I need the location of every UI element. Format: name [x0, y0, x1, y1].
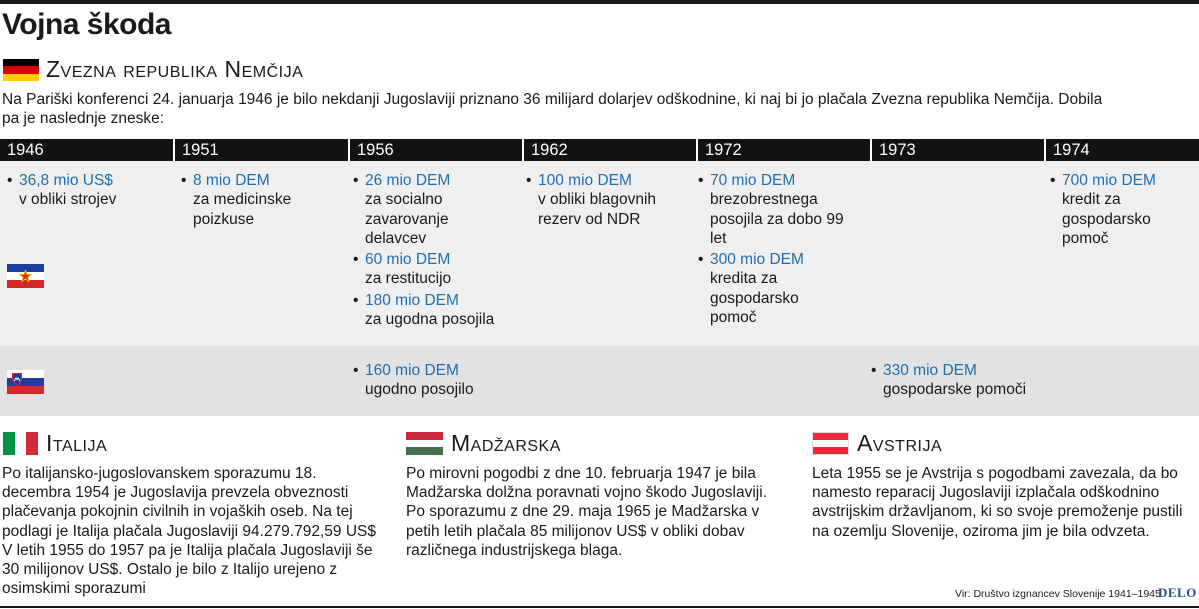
payment-entry: • 26 mio DEM za socialno zavarovanje delavcev	[353, 171, 518, 248]
germany-title: Zvezna republika Nemčija	[46, 56, 304, 82]
payment-entry: • 700 mio DEM kredit za gospodarsko pomoč	[1050, 171, 1190, 248]
payment-amount: 36,8 mio US$	[19, 172, 113, 189]
yu-cell-1962	[526, 171, 691, 231]
italy-title: Italija	[46, 430, 108, 456]
hungary-flag-icon	[406, 432, 443, 455]
yugoslavia-flag-icon	[7, 264, 44, 288]
payment-amount: 8 mio DEM	[193, 172, 270, 189]
payment-entry: • 8 mio DEM za medicinske poizkuse	[181, 171, 341, 229]
austria-flag-icon	[812, 432, 849, 455]
germany-intro: Na Pariški konferenci 24. januarja 1946 je bilo nekdanji Jugoslaviji priznano 36 milijard dolarjev odškodnine, ki naj bi jo plačala Zvezna republika Nemčija. Dobila pa je naslednje zneske:	[2, 91, 1103, 127]
payment-entry: • 180 mio DEM za ugodna posojila	[353, 291, 518, 330]
payment-amount: 700 mio DEM	[1062, 172, 1156, 189]
year-label: 1962	[522, 139, 696, 161]
italy-text: Po italijansko-jugoslovanskem sporazumu 18. decembra 1954 je Jugoslavija prevzela obveznosti plačevanja pokojnin civilnih in vojaških oseb. Na tej podlagi je Italija plačala Jugoslaviji 94.279.792,59 US$ V letih 1955 do 1957 pa je Italija plačala Jugoslaviji še 30 milijonov US$. Ostalo je bilo z Italijo urejeno z osimskimi sporazumi	[2, 465, 376, 598]
payment-amount: 160 mio DEM	[365, 362, 459, 379]
yu-cell-1974	[1050, 171, 1190, 250]
year-label: 1951	[173, 139, 348, 161]
year-label: 1946	[7, 141, 44, 159]
payment-amount: 26 mio DEM	[365, 172, 451, 189]
yu-cell-1956	[353, 171, 518, 331]
si-cell-1973	[871, 361, 1046, 402]
source-note: Vir: Društvo izgnancev Slovenije 1941–1945	[955, 588, 1161, 600]
yu-cell-1951	[181, 171, 341, 231]
payment-amount: 180 mio DEM	[365, 291, 459, 309]
payment-description: za medicinske poizkuse	[193, 191, 292, 228]
payment-amount: 330 mio DEM	[883, 362, 977, 379]
payment-entry: • 330 mio DEM gospodarske pomoči	[871, 361, 1046, 400]
yu-cell-1972	[698, 171, 848, 329]
year-label: 1974	[1044, 139, 1199, 161]
slovenia-flag-icon	[7, 370, 44, 394]
yu-cell-1946	[7, 171, 179, 212]
austria-text: Leta 1955 se je Avstrija s pogodbami zavezala, da bo namesto reparacij Jugoslaviji izplačala odškodnino avstrijskim državljanom, ki so svoje premoženje pustili na ozemlju Slovenije, oziroma jim je bila odvzeta.	[812, 465, 1183, 540]
year-label: 1972	[696, 139, 870, 161]
italy-flag-icon	[3, 432, 38, 455]
year-bar	[0, 139, 1199, 161]
payment-description: gospodarske pomoči	[883, 381, 1027, 399]
payment-description: kredita za gospodarsko pomoč	[710, 270, 799, 327]
year-label: 1956	[348, 139, 522, 161]
payment-amount: 300 mio DEM	[710, 251, 804, 269]
payment-description: v obliki strojev	[19, 191, 117, 209]
payment-entry: • 60 mio DEM za restitucijo	[353, 250, 518, 289]
payment-entry: • 160 mio DEM ugodno posojilo	[353, 361, 518, 400]
delo-logo: DELO	[1158, 585, 1197, 600]
bottom-rule	[0, 606, 1199, 608]
si-cell-1956	[353, 361, 518, 402]
germany-flag-icon	[3, 59, 39, 81]
payment-description: v obliki blagovnih rezerv od NDR	[538, 191, 657, 228]
payment-entry: • 36,8 mio US$ v obliki strojev	[7, 171, 179, 210]
payment-description: za ugodna posojila	[365, 311, 495, 329]
payment-amount: 60 mio DEM	[365, 251, 451, 269]
year-label: 1973	[870, 139, 1044, 161]
payment-amount: 100 mio DEM	[538, 172, 632, 189]
payment-description: kredit za gospodarsko pomoč	[1062, 191, 1151, 247]
payment-entry: • 70 mio DEM brezobrestnega posojila za dobo 99 let	[698, 171, 848, 248]
page-title: Vojna škoda	[2, 8, 171, 41]
payment-description: za socialno zavarovanje delavcev	[365, 191, 449, 247]
austria-title: Avstrija	[857, 430, 943, 456]
hungary-text: Po mirovni pogodbi z dne 10. februarja 1947 je bila Madžarska dolžna poravnati vojno škodo Jugoslaviji. Po sporazumu z dne 29. maja 1965 je Madžarska v petih letih plačala 85 milijonov US$ v obliki dobav različnega industrijskega blaga.	[406, 465, 768, 559]
payment-description: ugodno posojilo	[365, 381, 474, 399]
payment-entry: • 300 mio DEM kredita za gospodarsko pomoč	[698, 250, 848, 327]
payment-entry: • 100 mio DEM v obliki blagovnih rezerv od NDR	[526, 171, 691, 229]
hungary-title: Madžarska	[451, 430, 561, 456]
top-rule	[0, 0, 1199, 4]
payment-description: za restitucijo	[365, 270, 452, 288]
payment-amount: 70 mio DEM	[710, 172, 796, 189]
payment-description: brezobrestnega posojila za dobo 99 let	[710, 191, 844, 247]
